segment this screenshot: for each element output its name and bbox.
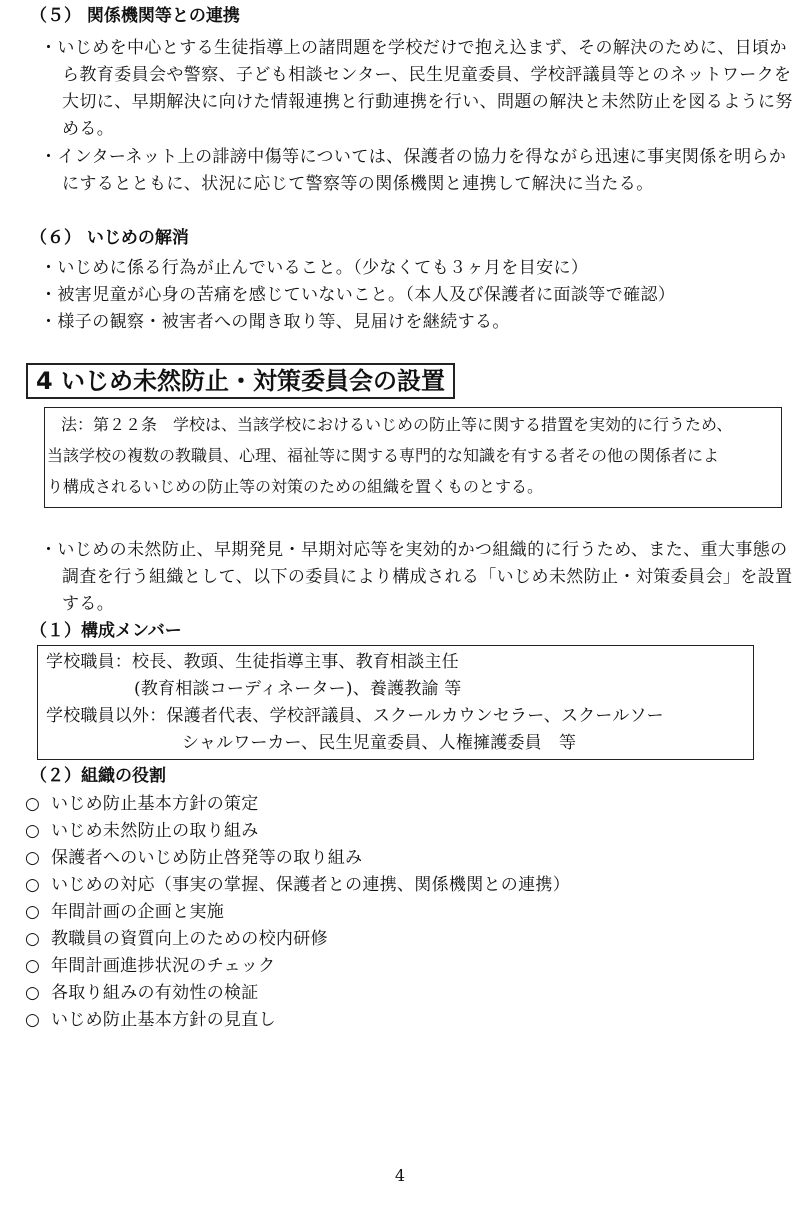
circle-bullet-icon: ○ bbox=[25, 983, 41, 1003]
role-item-label: 保護者へのいじめ防止啓発等の取り組み bbox=[51, 848, 363, 868]
members-row: 学校職員：校長、教頭、生徒指導主事、教育相談主任 bbox=[46, 652, 459, 672]
section6-bullet: ・被害児童が心身の苦痛を感じていないこと。（本人及び保護者に面談等で確認） bbox=[40, 285, 676, 305]
role-item bbox=[25, 980, 570, 1007]
role-item bbox=[25, 818, 570, 845]
page-number: 4 bbox=[394, 1166, 406, 1185]
roles-list bbox=[25, 791, 570, 1034]
members-row: (教育相談コーディネーター)、養護教諭 等 bbox=[134, 679, 462, 699]
roles-heading: （２）組織の役割 bbox=[30, 766, 166, 786]
circle-bullet-icon: ○ bbox=[25, 929, 41, 949]
role-item-label: いじめ防止基本方針の策定 bbox=[51, 794, 259, 814]
role-item-label: 年間計画の企画と実施 bbox=[51, 902, 224, 922]
circle-bullet-icon: ○ bbox=[25, 1010, 41, 1030]
section5-heading: （５） 関係機関等との連携 bbox=[30, 6, 240, 26]
role-item-label: 年間計画進捗状況のチェック bbox=[51, 956, 276, 976]
role-item bbox=[25, 845, 570, 872]
section5-bullet-1: ・いじめを中心とする生徒指導上の諸問題を学校だけで抱え込まず、その解決のために、日頃から教育委員会や警察、子ども相談センター、民生児童委員、学校評議員等とのネットワークを大切に、早期解決に向けた情報連携と行動連携を行い、問題の解決と未然防止を図るように努める。 bbox=[40, 38, 793, 139]
section6-bullet: ・いじめに係る行為が止んでいること。（少なくても３ヶ月を目安に） bbox=[40, 258, 589, 278]
section6-heading: （６） いじめの解消 bbox=[30, 228, 189, 248]
role-item bbox=[25, 872, 570, 899]
members-box bbox=[37, 645, 754, 760]
circle-bullet-icon: ○ bbox=[25, 902, 41, 922]
circle-bullet-icon: ○ bbox=[25, 956, 41, 976]
circle-bullet-icon: ○ bbox=[25, 875, 41, 895]
members-row: シャルワーカー、民生児童委員、人権擁護委員 等 bbox=[182, 733, 577, 753]
section6-bullet: ・様子の観察・被害者への聞き取り等、見届けを継続する。 bbox=[40, 312, 510, 332]
role-item bbox=[25, 791, 570, 818]
role-item-label: 各取り組みの有効性の検証 bbox=[51, 983, 259, 1003]
law-line: り構成されるいじめの防止等の対策のための組織を置くものとする。 bbox=[47, 477, 544, 496]
role-item bbox=[25, 953, 570, 980]
role-item-label: いじめの対応（事実の掌握、保護者との連携、関係機関との連携） bbox=[51, 875, 570, 895]
circle-bullet-icon: ○ bbox=[25, 794, 41, 814]
chapter4-intro: ・いじめの未然防止、早期発見・早期対応等を実効的かつ組織的に行うため、また、重大事態の調査を行う組織として、以下の委員により構成される「いじめ未然防止・対策委員会」を設置する。 bbox=[40, 540, 793, 614]
section6-bullets bbox=[40, 255, 780, 336]
law-line: 法：第２２条 学校は、当該学校におけるいじめの防止等に関する措置を実効的に行うため、 bbox=[61, 415, 733, 434]
role-item bbox=[25, 1007, 570, 1034]
role-item-label: いじめ未然防止の取り組み bbox=[51, 821, 259, 841]
section5-bullet-2: ・インターネット上の誹謗中傷等については、保護者の協力を得ながら迅速に事実関係を明らかにするとともに、状況に応じて警察等の関係機関と連携して解決に当たる。 bbox=[40, 147, 787, 194]
role-item-label: 教職員の資質向上のための校内研修 bbox=[51, 929, 328, 949]
members-row: 学校職員以外：保護者代表、学校評議員、スクールカウンセラー、スクールソー bbox=[46, 706, 664, 726]
role-item bbox=[25, 926, 570, 953]
members-heading: （１）構成メンバー bbox=[30, 621, 182, 641]
role-item bbox=[25, 899, 570, 926]
role-item-label: いじめ防止基本方針の見直し bbox=[51, 1010, 276, 1030]
law-line: 当該学校の複数の教職員、心理、福祉等に関する専門的な知識を有する者その他の関係者によ bbox=[47, 446, 720, 465]
circle-bullet-icon: ○ bbox=[25, 848, 41, 868]
chapter4-title: 4 いじめ未然防止・対策委員会の設置 bbox=[26, 363, 455, 399]
circle-bullet-icon: ○ bbox=[25, 821, 41, 841]
law-article-box bbox=[44, 407, 782, 508]
